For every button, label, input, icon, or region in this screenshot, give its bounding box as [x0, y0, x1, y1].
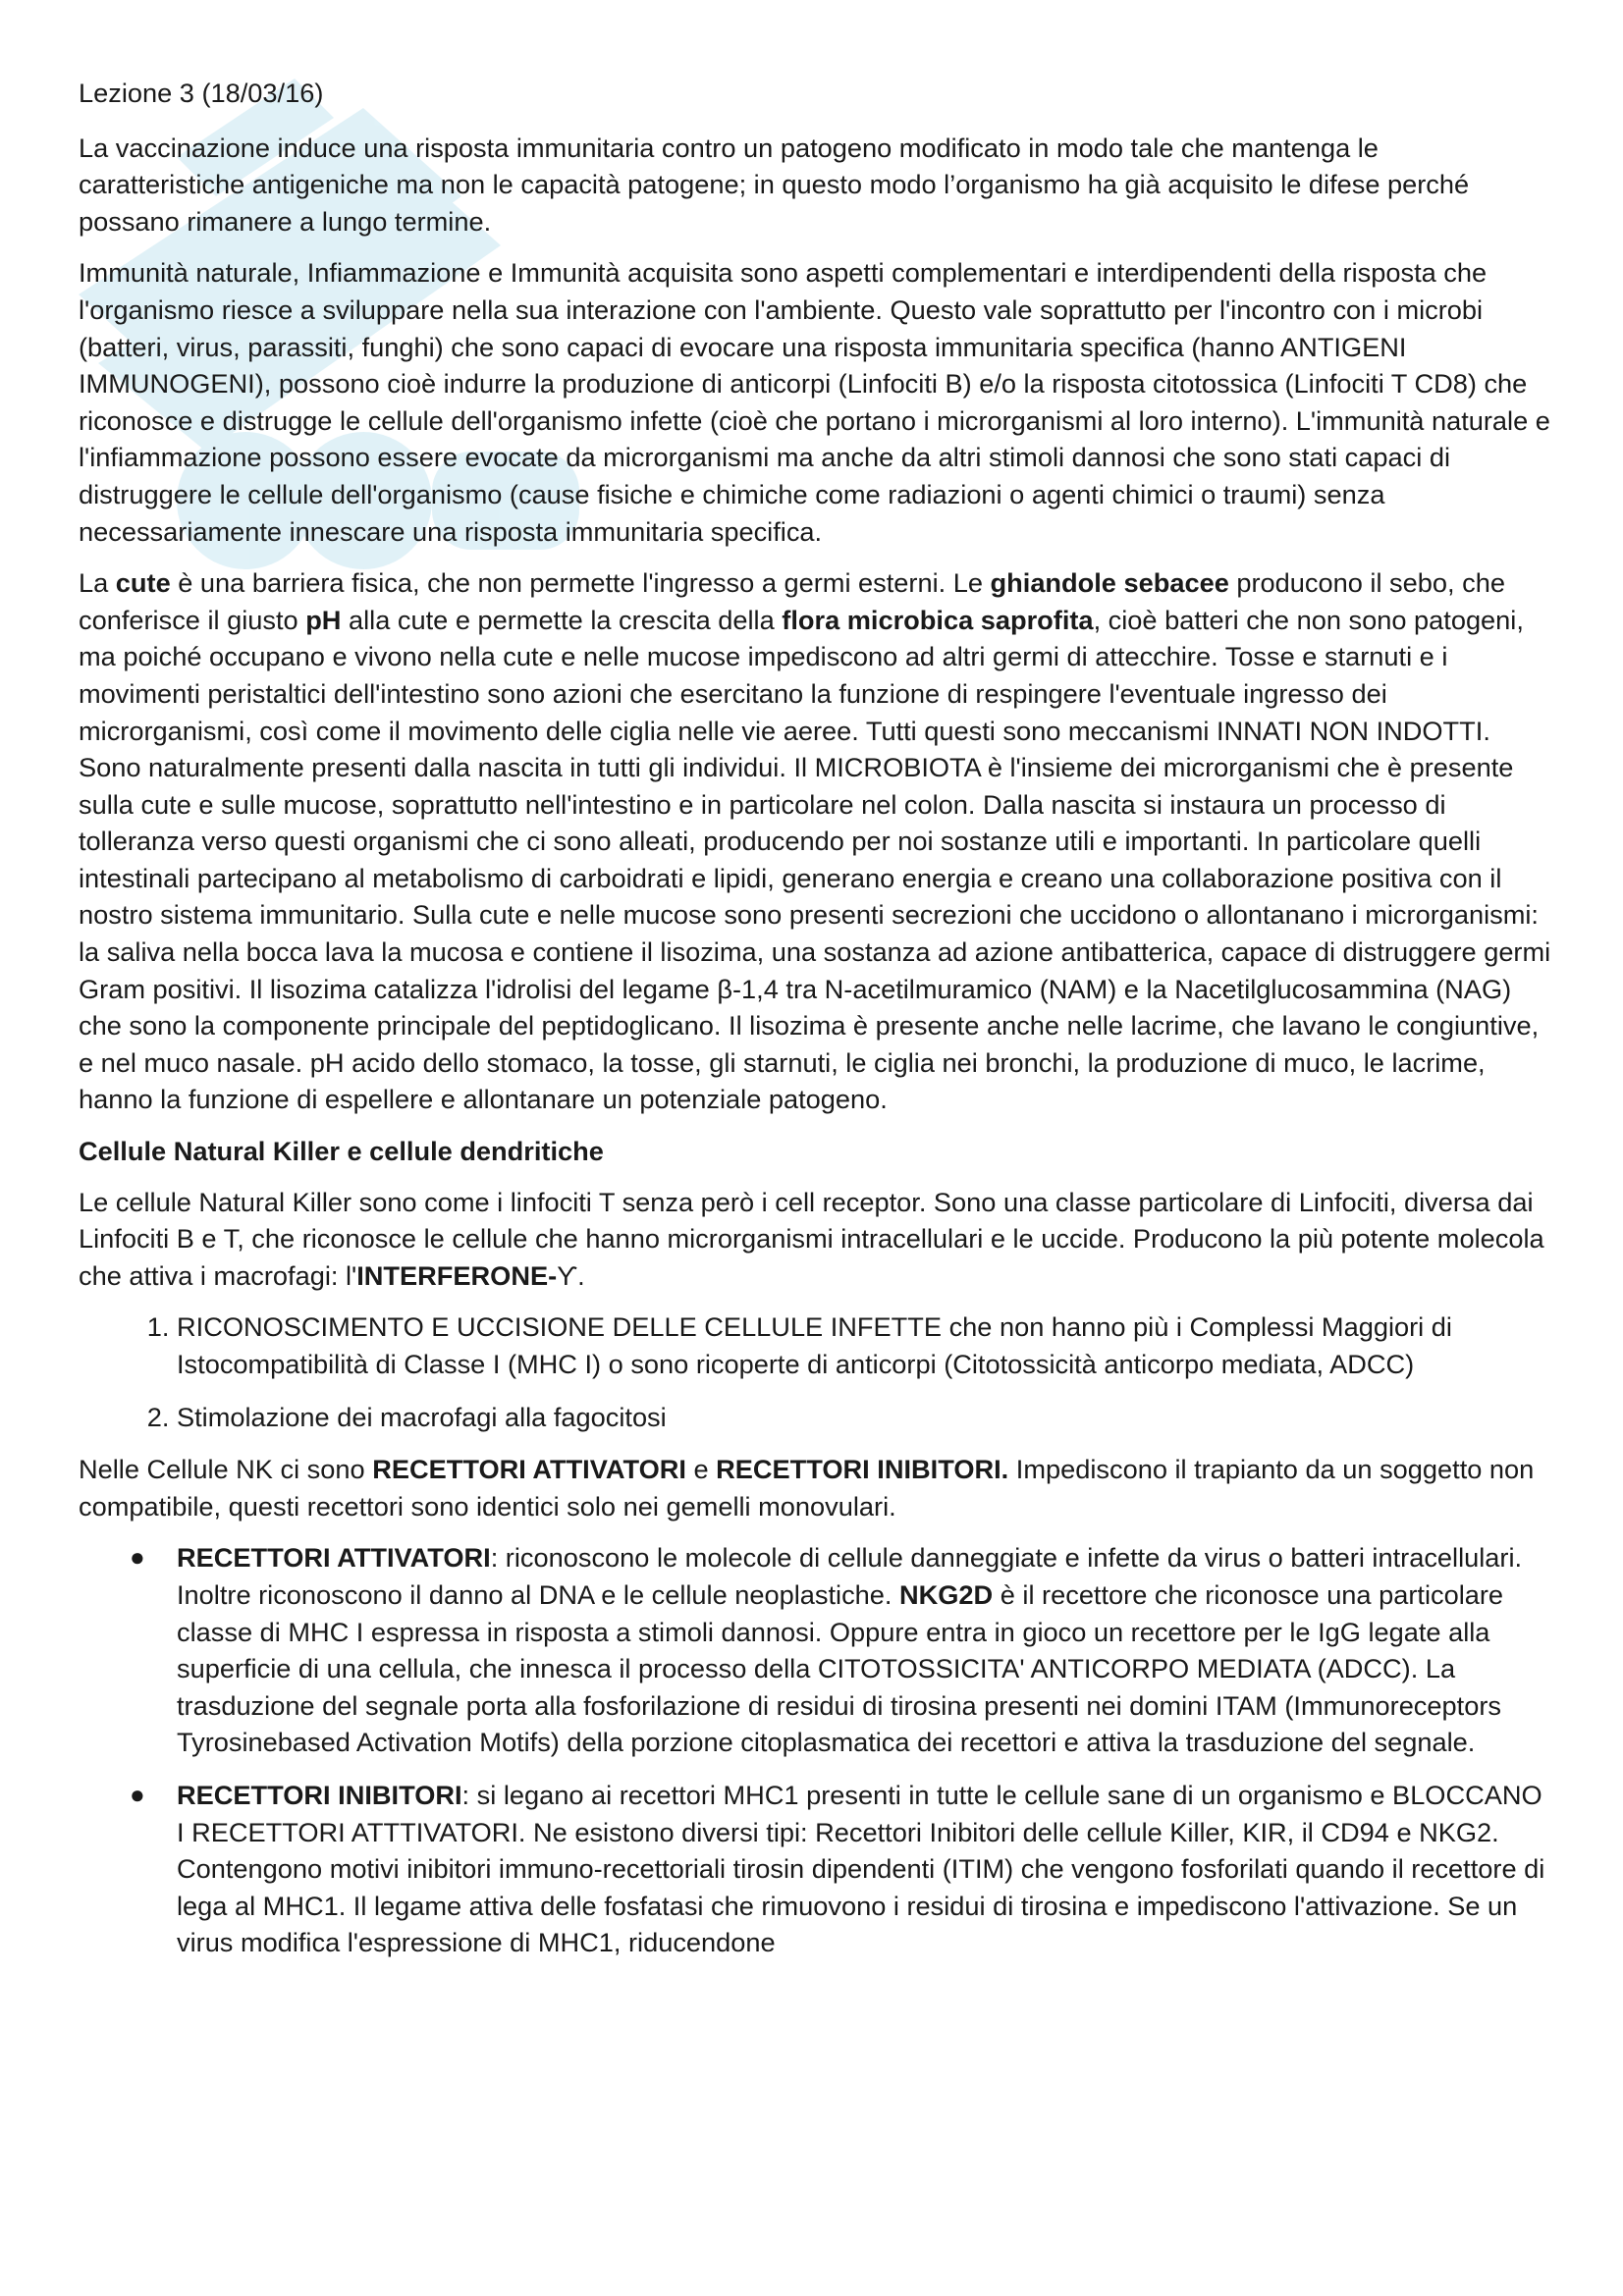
bullet-item-activating-receptors: ● RECETTORI ATTIVATORI: riconoscono le molecole di cellule danneggiate e infette da virus o batteri intracellulari. Inoltre riconoscono il danno al DNA e le cellule neoplastiche. NKG2D è il recettore che riconosce una particolare classe di MHC I espressa in risposta a stimoli dannosi. Oppure entra in gioco un recettore per le IgG legate alla superficie di una cellula, che innesca il processo della CITOTOSSICITA' ANTICORPO MEDIATA (ADCC). La trasduzione del segnale porta alla fosforilazione di residui di tirosina presenti nei domini ITAM (Immunoreceptors Tyrosinebased Activation Motifs) della porzione citoplasmatica dei recettori e attiva la trasduzione del segnale.	[177, 1539, 1551, 1761]
bullet-icon: ●	[130, 1542, 145, 1573]
bullet-icon: ●	[130, 1779, 145, 1809]
paragraph-skin-barrier: La cute è una barriera fisica, che non permette l'ingresso a germi esterni. Le ghiandole sebacee producono il sebo, che conferisce il giusto pH alla cute e permette la crescita della flora microbica saprofita, cioè batteri che non sono patogeni, ma poiché occupano e vivono nella cute e nelle mucose impediscono ad altri germi di attecchire. Tosse e starnuti e i movimenti peristaltici dell'intestino sono azioni che esercitano la funzione di respingere l'eventuale ingresso dei microrganismi, così come il movimento delle ciglia nelle vie aeree. Tutti questi sono meccanismi INNATI NON INDOTTI. Sono naturalmente presenti dalla nascita in tutti gli individui. Il MICROBIOTA è l'insieme dei microrganismi che è presente sulla cute e sulle mucose, soprattutto nell'intestino e in particolare nel colon. Dalla nascita si instaura un processo di tolleranza verso questi organismi che ci sono alleati, producendo per noi sostanze utili e importanti. In particolare quelli intestinali partecipano al metabolismo di carboidrati e lipidi, generano energia e creano una collaborazione positiva con il nostro sistema immunitario. Sulla cute e nelle mucose sono presenti secrezioni che uccidono o allontanano i microrganismi: la saliva nella bocca lava la mucosa e contiene il lisozima, una sostanza ad azione antibatterica, capace di distruggere germi Gram positivi. Il lisozima catalizza l'idrolisi del legame β-1,4 tra N-acetilmuramico (NAM) e la Nacetilglucosammina (NAG) che sono la componente principale del peptidoglicano. Il lisozima è presente anche nelle lacrime, che lavano le congiuntive, e nel muco nasale. pH acido dello stomaco, la tosse, gli starnuti, le ciglia nei bronchi, la produzione di muco, le lacrime, hanno la funzione di espellere e allontanare un potenziale patogeno.	[79, 567, 1551, 1115]
paragraph-receptors-intro: Nelle Cellule NK ci sono RECETTORI ATTIVATORI e RECETTORI INIBITORI. Impediscono il trapianto da un soggetto non compatibile, questi recettori sono identici solo nei gemelli monovulari.	[79, 1454, 1535, 1522]
paragraph-vaccination: La vaccinazione induce una risposta immunitaria contro un patogeno modificato in modo tale che mantenga le caratteristiche antigeniche ma non le capacità patogene; in questo modo l’organismo ha già acquisito le difese perché possano rimanere a lungo termine.	[79, 132, 1470, 237]
list-item: 1. RICONOSCIMENTO E UCCISIONE DELLE CELLULE INFETTE che non hanno più i Complessi Maggiori di Istocompatibilità di Classe I (MHC I) o sono ricoperte di anticorpi (Citotossicità anticorpo mediata, ADCC)	[177, 1308, 1551, 1382]
list-item: 2. Stimolazione dei macrofagi alla fagocitosi	[177, 1399, 1551, 1436]
numbered-list	[79, 1308, 1551, 1435]
section-heading: Cellule Natural Killer e cellule dendritiche	[79, 1136, 604, 1167]
paragraph-nk-intro: Le cellule Natural Killer sono come i linfociti T senza però i cell receptor. Sono una classe particolare di Linfociti, diversa dai Linfociti B e T, che riconosce le cellule che hanno microrganismi intracellulari e le uccide. Producono la più potente molecola che attiva i macrofagi: l'INTERFERONE-ϒ.	[79, 1186, 1544, 1291]
bullet-item-inhibiting-receptors: ● RECETTORI INIBITORI: si legano ai recettori MHC1 presenti in tutte le cellule sane di un organismo e BLOCCANO I RECETTORI ATTTIVATORI. Ne esistono diversi tipi: Recettori Inibitori delle cellule Killer, KIR, il CD94 e NKG2. Contengono motivi inibitori immuno-recettoriali tirosin dipendenti (ITIM) che vengono fosforilati quando il recettore di lega al MHC1. Il legame attiva delle fosfatasi che rimuovono i residui di tirosina e impediscono l'attivazione. Se un virus modifica l'espressione di MHC1, riducendone	[177, 1777, 1551, 1961]
document-page	[79, 75, 1551, 1977]
lesson-title: Lezione 3 (18/03/16)	[79, 78, 324, 108]
paragraph-immunity: Immunità naturale, Infiammazione e Immunità acquisita sono aspetti complementari e interdipendenti della risposta che l'organismo riesce a sviluppare nella sua interazione con l'ambiente. Questo vale soprattutto per l'incontro con i microbi (batteri, virus, parassiti, funghi) che sono capaci di evocare una risposta immunitaria specifica (hanno ANTIGENI IMMUNOGENI), possono cioè indurre la produzione di anticorpi (Linfociti B) e/o la risposta citotossica (Linfociti T CD8) che riconosce e distrugge le cellule dell'organismo infette (cioè che portano i microrganismi al loro interno). L'immunità naturale e l'infiammazione possono essere evocate da microrganismi ma anche da altri stimoli dannosi che sono stati capaci di distruggere le cellule dell'organismo (cause fisiche e chimiche come radiazioni o agenti chimici o traumi) senza necessariamente innescare una risposta immunitaria specifica.	[79, 257, 1550, 547]
bullet-list	[79, 1539, 1551, 1961]
